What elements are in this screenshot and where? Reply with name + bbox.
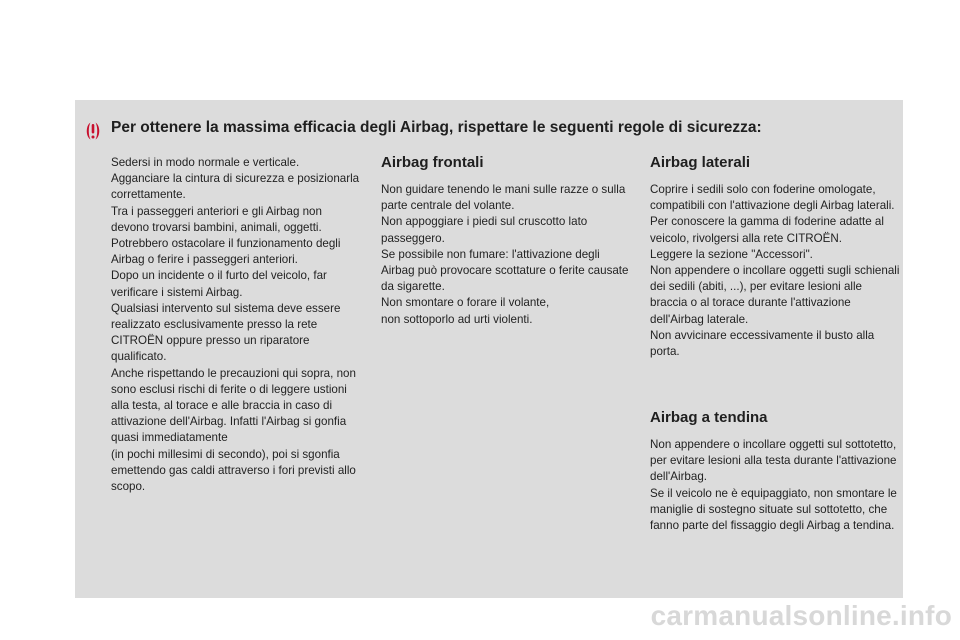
curtain-paragraph: Se il veicolo ne è equipaggiato, non smontare le maniglie di sostegno situate sul sottotetto, che fanno parte del fissaggio degli Airbag a tendina. (650, 486, 897, 533)
rule-paragraph: Sedersi in modo normale e verticale. (111, 156, 300, 169)
site-watermark: carmanualsonline.info (650, 600, 952, 631)
general-rules-column (111, 155, 361, 495)
main-heading: Per ottenere la massima efficacia degli Airbag, rispettare le seguenti regole di sicurezza: (111, 119, 762, 136)
frontal-paragraph: Non appoggiare i piedi sul cruscotto lato passeggero. (381, 215, 588, 245)
rule-paragraph: (in pochi millesimi di secondo), poi si sgonfia emettendo gas caldi attraverso i fori previsti allo scopo. (111, 447, 356, 494)
lateral-paragraph: Coprire i sedili solo con foderine omologate, compatibili con l'attivazione degli Airbag laterali. Per conoscere la gamma di foderine adatte al veicolo, rivolgersi alla rete CITROËN. (650, 183, 895, 245)
frontal-airbag-section (381, 153, 631, 328)
rule-paragraph: Agganciare la cintura di sicurezza e posizionarla correttamente. (111, 172, 360, 202)
curtain-airbag-title: Airbag a tendina (650, 409, 768, 426)
lateral-paragraph: Non appendere o incollare oggetti sugli schienali dei sedili (abiti, ...), per evitare lesioni alle braccia o al torace durante l'attivazione dell'Airbag laterale. (650, 264, 900, 326)
frontal-paragraph: Non smontare o forare il volante, (381, 296, 550, 310)
lateral-paragraph: Non avvicinare eccessivamente il busto alla porta. (650, 328, 875, 359)
frontal-paragraph: Non guidare tenendo le mani sulle razze o sulla parte centrale del volante. (381, 183, 626, 213)
curtain-airbag-section (650, 408, 902, 534)
frontal-paragraph: non sottoporlo ad urti violenti. (381, 312, 533, 326)
curtain-paragraph: Non appendere o incollare oggetti sul sottotetto, per evitare lesioni alla testa durante l'attivazione dell'Airbag. (650, 438, 897, 484)
rule-paragraph: Qualsiasi intervento sul sistema deve essere realizzato esclusivamente presso la rete CITROËN oppure presso un riparatore qualificato. (111, 301, 341, 364)
lateral-paragraph: Leggere la sezione "Accessori". (650, 247, 813, 261)
rule-paragraph: Dopo un incidente o il furto del veicolo, far verificare i sistemi Airbag. (111, 269, 327, 299)
lateral-airbag-title: Airbag laterali (650, 154, 751, 171)
frontal-airbag-title: Airbag frontali (381, 154, 484, 171)
rule-paragraph: Anche rispettando le precauzioni qui sopra, non sono esclusi rischi di ferite o di leggere ustioni alla testa, al torace e alle braccia in caso di attivazione dell'Airbag. Infatti l'Airbag si gonfia quasi immediatamente (111, 366, 356, 445)
rule-paragraph: Tra i passeggeri anteriori e gli Airbag non devono trovarsi bambini, animali, oggetti. Potrebbero ostacolare il funzionamento degli Airbag o ferire i passeggeri anteriori. (111, 204, 341, 267)
warning-exclamation-icon (82, 120, 104, 142)
lateral-airbag-section (650, 153, 902, 360)
frontal-paragraph: Se possibile non fumare: l'attivazione degli Airbag può provocare scottature o ferite causate da sigarette. (381, 247, 629, 294)
